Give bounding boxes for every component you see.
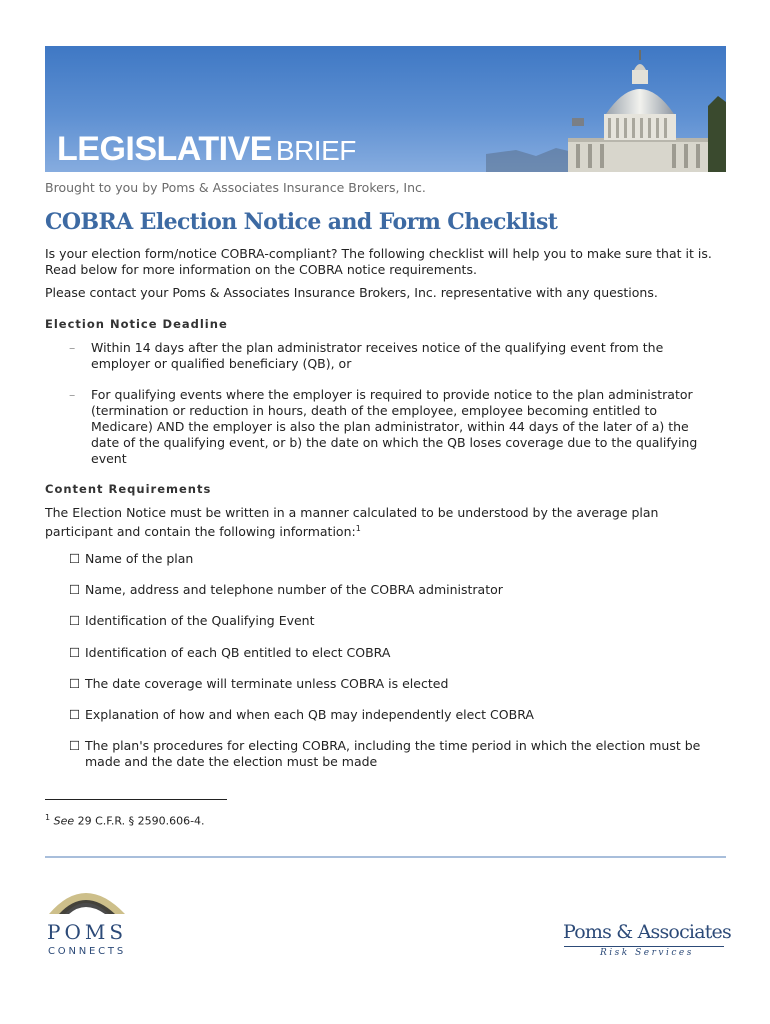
checklist-item-text: The plan's procedures for electing COBRA, including the time period in which the election must be made and the date the election must be made: [85, 738, 701, 769]
checklist-item-text: Identification of each QB entitled to elect COBRA: [85, 645, 391, 660]
page-title: COBRA Election Notice and Form Checklist: [45, 209, 558, 235]
checklist-item: [69, 645, 719, 661]
checklist-item-text: The date coverage will terminate unless COBRA is elected: [85, 676, 449, 691]
checkbox-icon: ☐: [69, 738, 81, 753]
checklist-item: [69, 582, 719, 598]
footer-divider: [45, 856, 726, 858]
footnote-number: 1: [45, 813, 51, 822]
poms-wordmark: POMS: [47, 920, 128, 944]
footnote-divider: [45, 799, 227, 800]
content-paragraph: [45, 505, 725, 540]
dash-bullet: –: [69, 387, 76, 402]
capitol-dome-icon: [486, 46, 726, 172]
checklist-item: [69, 707, 719, 723]
contact-paragraph: Please contact your Poms & Associates Insurance Brokers, Inc. representative with any questions.: [45, 285, 658, 300]
checkbox-icon: ☐: [69, 707, 81, 722]
banner-title-bold: LEGISLATIVE: [57, 130, 272, 168]
deadline-item-text: For qualifying events where the employer is required to provide notice to the plan administrator (termination or reduction in hours, death of the employee, employee becoming entitled to Medicare) AND the employer is also the plan administrator, within 44 days of the later of a) the date of the qualifying event, or b) the date on which the QB loses coverage due to the qualifying event: [91, 387, 698, 466]
banner-title-light: BRIEF: [275, 135, 356, 166]
legislative-brief-title: [57, 130, 356, 169]
risk-services-label: Risk Services: [600, 948, 694, 958]
list-item: [69, 340, 719, 372]
checkbox-icon: ☐: [69, 613, 81, 628]
deadline-item-text: Within 14 days after the plan administrator receives notice of the qualifying event from the employer or qualified beneficiary (QB), or: [91, 340, 664, 371]
footnote-ref: 1: [355, 524, 361, 533]
content-text: The Election Notice must be written in a manner calculated to be understood by the average plan participant and contain the following information:: [45, 505, 659, 540]
logo-underline: [564, 946, 724, 947]
footnote-text: 29 C.F.R. § 2590.606-4.: [77, 814, 205, 828]
checkbox-icon: ☐: [69, 676, 81, 691]
checkbox-icon: ☐: [69, 582, 81, 597]
checklist-item-text: Identification of the Qualifying Event: [85, 613, 315, 628]
checklist-item: [69, 676, 719, 692]
content-heading: Content Requirements: [45, 482, 212, 496]
connects-wordmark: CONNECTS: [48, 946, 126, 957]
checklist-item-text: Name of the plan: [85, 551, 194, 566]
checklist-item-text: Name, address and telephone number of the COBRA administrator: [85, 582, 503, 597]
intro-paragraph: Is your election form/notice COBRA-compliant? The following checklist will help you to make sure that it is. Read below for more information on the COBRA notice requirements.: [45, 246, 712, 277]
header-banner: [45, 46, 726, 172]
dash-bullet: –: [69, 340, 76, 355]
checklist-item: [69, 738, 719, 770]
list-item: [69, 387, 719, 467]
byline: Brought to you by Poms & Associates Insurance Brokers, Inc.: [45, 180, 426, 195]
poms-associates-logo: Poms & Associates: [563, 921, 731, 943]
footnote-see: See: [53, 814, 75, 828]
footnote: [45, 813, 205, 828]
deadline-heading: Election Notice Deadline: [45, 317, 228, 331]
checklist-item: [69, 613, 719, 629]
checklist-item-text: Explanation of how and when each QB may independently elect COBRA: [85, 707, 534, 722]
checklist-item: [69, 551, 719, 567]
checkbox-icon: ☐: [69, 551, 81, 566]
checkbox-icon: ☐: [69, 645, 81, 660]
